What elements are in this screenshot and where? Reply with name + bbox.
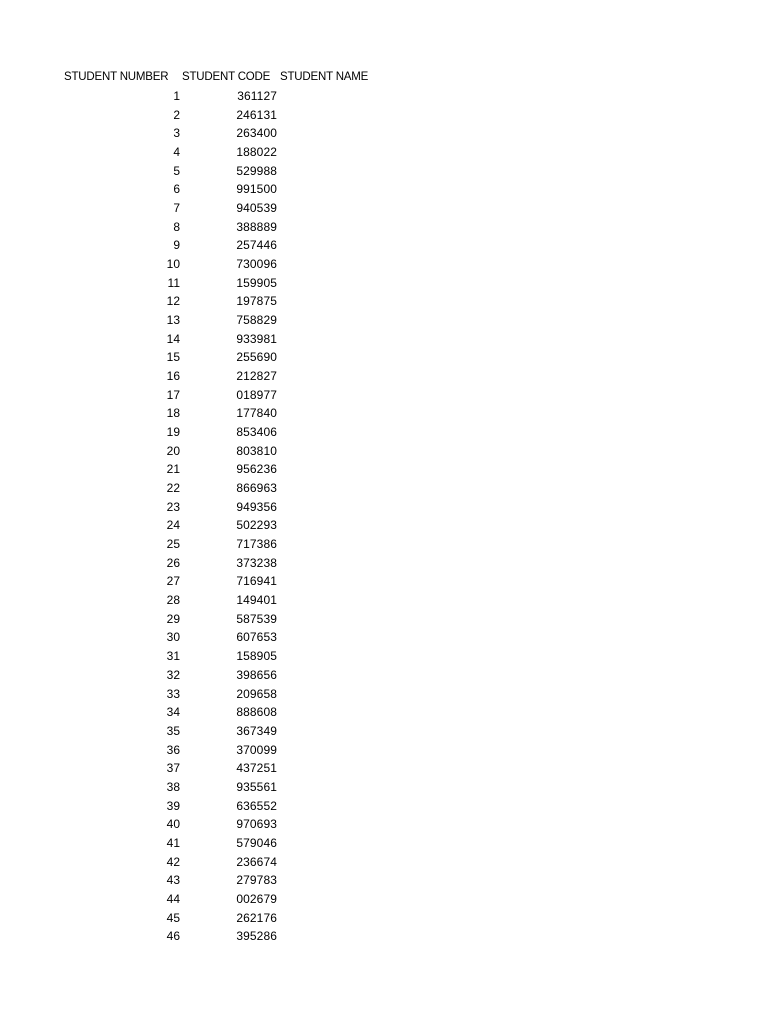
student-number-cell: 34 — [166, 705, 180, 720]
header-student-number: STUDENT NUMBER — [64, 71, 169, 83]
table-body — [62, 88, 392, 947]
student-code-cell: 177840 — [236, 406, 277, 421]
student-code-cell: 158905 — [236, 649, 277, 664]
student-number-cell: 40 — [166, 817, 180, 832]
student-number-cell: 10 — [166, 257, 180, 272]
student-code-cell: 940539 — [236, 201, 277, 216]
table-row — [62, 125, 392, 144]
student-number-cell: 30 — [166, 630, 180, 645]
table-row — [62, 760, 392, 779]
student-number-cell: 31 — [166, 649, 180, 664]
table-row — [62, 443, 392, 462]
table-row — [62, 312, 392, 331]
student-number-cell: 43 — [166, 873, 180, 888]
student-number-cell: 35 — [166, 723, 180, 738]
student-code-cell: 262176 — [236, 910, 277, 925]
student-number-cell: 12 — [166, 294, 180, 309]
student-code-cell: 361127 — [237, 89, 277, 103]
student-number-cell: 28 — [166, 593, 180, 608]
table-row — [62, 200, 392, 219]
student-code-cell: 970693 — [236, 817, 277, 832]
student-number-cell: 15 — [166, 350, 180, 365]
student-code-cell: 991500 — [236, 182, 277, 197]
table-row — [62, 88, 392, 107]
table-row — [62, 835, 392, 854]
student-number-cell: 37 — [166, 761, 180, 776]
table-row — [62, 667, 392, 686]
table-row — [62, 480, 392, 499]
table-row — [62, 629, 392, 648]
student-code-cell: 388889 — [236, 219, 277, 234]
student-code-cell: 803810 — [236, 443, 277, 458]
table-row — [62, 555, 392, 574]
table-row — [62, 891, 392, 910]
student-code-cell: 935561 — [236, 779, 277, 794]
student-number-cell: 22 — [166, 481, 180, 496]
table-row — [62, 349, 392, 368]
table-row — [62, 798, 392, 817]
student-code-cell: 018977 — [236, 387, 277, 402]
table-row — [62, 331, 392, 350]
student-code-cell: 149401 — [236, 593, 277, 608]
student-number-cell: 16 — [166, 369, 180, 384]
student-code-cell: 395286 — [236, 929, 277, 944]
student-code-cell: 853406 — [236, 425, 277, 440]
student-number-cell: 9 — [173, 238, 180, 253]
table-row — [62, 256, 392, 275]
student-number-cell: 24 — [166, 518, 180, 533]
student-number-cell: 44 — [166, 891, 180, 906]
table-header-row — [62, 69, 392, 87]
table-row — [62, 368, 392, 387]
student-number-cell: 45 — [166, 910, 180, 925]
table-row — [62, 517, 392, 536]
table-row — [62, 686, 392, 705]
student-number-cell: 8 — [173, 219, 180, 234]
table-row — [62, 499, 392, 518]
table-row — [62, 181, 392, 200]
student-code-cell: 236674 — [236, 854, 277, 869]
student-code-cell: 197875 — [236, 294, 277, 309]
student-code-cell: 437251 — [236, 761, 277, 776]
student-number-cell: 4 — [173, 145, 180, 160]
student-number-cell: 33 — [166, 686, 180, 701]
student-code-cell: 579046 — [236, 835, 277, 850]
student-code-cell: 888608 — [236, 705, 277, 720]
student-code-cell: 263400 — [236, 126, 277, 141]
student-code-cell: 529988 — [236, 163, 277, 178]
table-row — [62, 723, 392, 742]
table-row — [62, 144, 392, 163]
student-code-cell: 587539 — [236, 611, 277, 626]
table-row — [62, 536, 392, 555]
table-row — [62, 293, 392, 312]
table-row — [62, 928, 392, 947]
student-number-cell: 41 — [166, 835, 180, 850]
table-row — [62, 854, 392, 873]
student-code-cell: 257446 — [236, 238, 277, 253]
student-number-cell: 17 — [166, 387, 180, 402]
student-number-cell: 11 — [167, 275, 180, 290]
student-code-cell: 949356 — [236, 499, 277, 514]
student-code-cell: 212827 — [236, 369, 277, 384]
table-row — [62, 387, 392, 406]
student-number-cell: 29 — [166, 611, 180, 626]
table-row — [62, 779, 392, 798]
student-number-cell: 3 — [173, 126, 180, 141]
student-code-cell: 933981 — [236, 331, 277, 346]
student-table — [62, 69, 392, 944]
student-code-cell: 636552 — [236, 798, 277, 813]
student-code-cell: 159905 — [236, 275, 277, 290]
student-code-cell: 716941 — [236, 574, 277, 589]
student-number-cell: 13 — [166, 313, 180, 328]
student-code-cell: 607653 — [236, 630, 277, 645]
student-code-cell: 279783 — [236, 873, 277, 888]
student-number-cell: 25 — [166, 537, 180, 552]
student-number-cell: 14 — [166, 331, 180, 346]
table-row — [62, 461, 392, 480]
student-code-cell: 209658 — [236, 686, 277, 701]
student-code-cell: 188022 — [236, 145, 277, 160]
student-number-cell: 32 — [166, 667, 180, 682]
table-row — [62, 219, 392, 238]
table-row — [62, 424, 392, 443]
student-number-cell: 6 — [173, 182, 180, 197]
table-row — [62, 107, 392, 126]
student-number-cell: 5 — [173, 163, 180, 178]
student-number-cell: 46 — [166, 929, 180, 944]
table-row — [62, 816, 392, 835]
table-row — [62, 872, 392, 891]
table-row — [62, 742, 392, 761]
table-row — [62, 573, 392, 592]
student-code-cell: 730096 — [236, 257, 277, 272]
student-number-cell: 1 — [173, 89, 180, 103]
student-code-cell: 866963 — [236, 481, 277, 496]
student-code-cell: 367349 — [236, 723, 277, 738]
student-code-cell: 502293 — [236, 518, 277, 533]
student-number-cell: 27 — [166, 574, 180, 589]
student-code-cell: 956236 — [236, 462, 277, 477]
table-row — [62, 163, 392, 182]
student-number-cell: 42 — [166, 854, 180, 869]
table-row — [62, 275, 392, 294]
student-code-cell: 255690 — [236, 350, 277, 365]
student-code-cell: 002679 — [236, 891, 277, 906]
table-row — [62, 704, 392, 723]
table-row — [62, 592, 392, 611]
table-row — [62, 405, 392, 424]
student-code-cell: 717386 — [236, 537, 277, 552]
student-number-cell: 19 — [166, 425, 180, 440]
header-student-name: STUDENT NAME — [280, 71, 369, 83]
student-code-cell: 246131 — [236, 107, 277, 122]
table-row — [62, 910, 392, 929]
student-number-cell: 18 — [166, 406, 180, 421]
student-number-cell: 26 — [166, 555, 180, 570]
student-number-cell: 20 — [166, 443, 180, 458]
student-number-cell: 38 — [166, 779, 180, 794]
student-code-cell: 398656 — [236, 667, 277, 682]
student-number-cell: 2 — [173, 107, 180, 122]
header-student-code: STUDENT CODE — [182, 71, 271, 83]
student-code-cell: 370099 — [236, 742, 277, 757]
student-code-cell: 373238 — [236, 555, 277, 570]
student-number-cell: 21 — [166, 462, 180, 477]
student-number-cell: 23 — [166, 499, 180, 514]
table-row — [62, 237, 392, 256]
student-number-cell: 36 — [166, 742, 180, 757]
student-number-cell: 39 — [166, 798, 180, 813]
table-row — [62, 611, 392, 630]
table-row — [62, 648, 392, 667]
student-number-cell: 7 — [173, 201, 180, 216]
student-code-cell: 758829 — [236, 313, 277, 328]
